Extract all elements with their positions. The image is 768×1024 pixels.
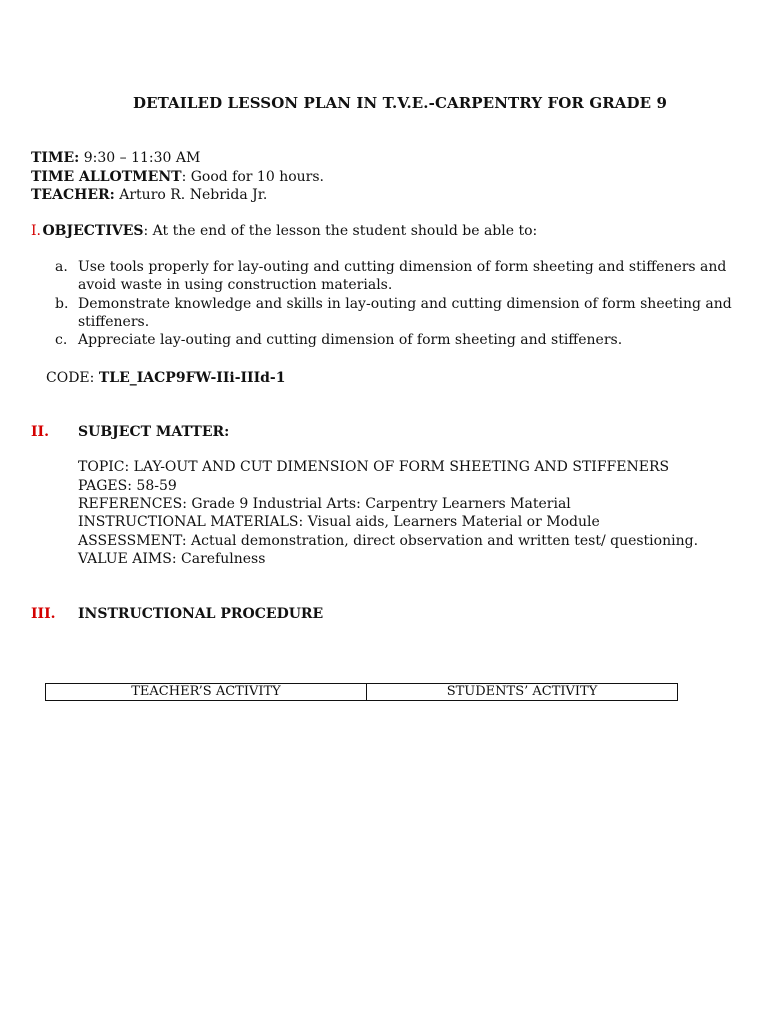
subject-assessment: ASSESSMENT: Actual demonstration, direct observation and written test/ questioning. [78, 533, 699, 549]
students-activity-header: STUDENTS’ ACTIVITY [367, 684, 678, 701]
activity-table-header-row [46, 684, 678, 701]
objective-b-marker: b. [55, 296, 69, 312]
objective-a-line-2: avoid waste in using construction materials. [78, 277, 393, 293]
subject-pages: PAGES: 58-59 [78, 478, 177, 494]
procedure-number: III. [31, 606, 56, 622]
objective-a-marker: a. [55, 259, 68, 275]
objectives-intro: : At the end of the lesson the student should be able to: [143, 223, 538, 239]
subject-instructional-materials: INSTRUCTIONAL MATERIALS: Visual aids, Learners Material or Module [78, 514, 600, 530]
procedure-title: INSTRUCTIONAL PROCEDURE [78, 606, 324, 622]
objectives-heading [31, 223, 537, 239]
time-allotment-label: TIME ALLOTMENT [31, 169, 182, 185]
teacher-line [31, 187, 267, 203]
time-line [31, 150, 200, 166]
subject-matter-number: II. [31, 424, 49, 440]
subject-topic: TOPIC: LAY-OUT AND CUT DIMENSION OF FORM SHEETING AND STIFFENERS [78, 459, 670, 475]
objective-b-line-2: stiffeners. [78, 314, 150, 330]
subject-value-aims: VALUE AIMS: Carefulness [78, 551, 266, 567]
teacher-label: TEACHER: [31, 187, 115, 203]
objectives-label: OBJECTIVES [42, 223, 144, 239]
objective-c-line-1: Appreciate lay-outing and cutting dimension of form sheeting and stiffeners. [78, 332, 623, 348]
objectives-number: I. [31, 223, 41, 239]
teacher-value: Arturo R. Nebrida Jr. [114, 187, 268, 203]
subject-references: REFERENCES: Grade 9 Industrial Arts: Carpentry Learners Material [78, 496, 571, 512]
code-line [46, 370, 286, 386]
time-allotment-value: : Good for 10 hours. [181, 169, 324, 185]
document-title: DETAILED LESSON PLAN IN T.V.E.-CARPENTRY FOR GRADE 9 [132, 94, 668, 112]
code-value: TLE_IACP9FW-IIi-IIId-1 [98, 370, 286, 386]
time-value: 9:30 – 11:30 AM [79, 150, 201, 166]
subject-matter-title: SUBJECT MATTER: [78, 424, 230, 440]
activity-table [45, 683, 678, 701]
code-label: CODE: [46, 370, 99, 386]
objective-c-marker: c. [55, 332, 68, 348]
time-label: TIME: [31, 150, 80, 166]
objective-a-line-1: Use tools properly for lay-outing and cutting dimension of form sheeting and stiffeners and [78, 259, 727, 275]
objective-b-line-1: Demonstrate knowledge and skills in lay-outing and cutting dimension of form sheeting and [78, 296, 732, 312]
teacher-activity-header: TEACHER’S ACTIVITY [46, 684, 367, 701]
time-allotment-line [31, 169, 324, 185]
